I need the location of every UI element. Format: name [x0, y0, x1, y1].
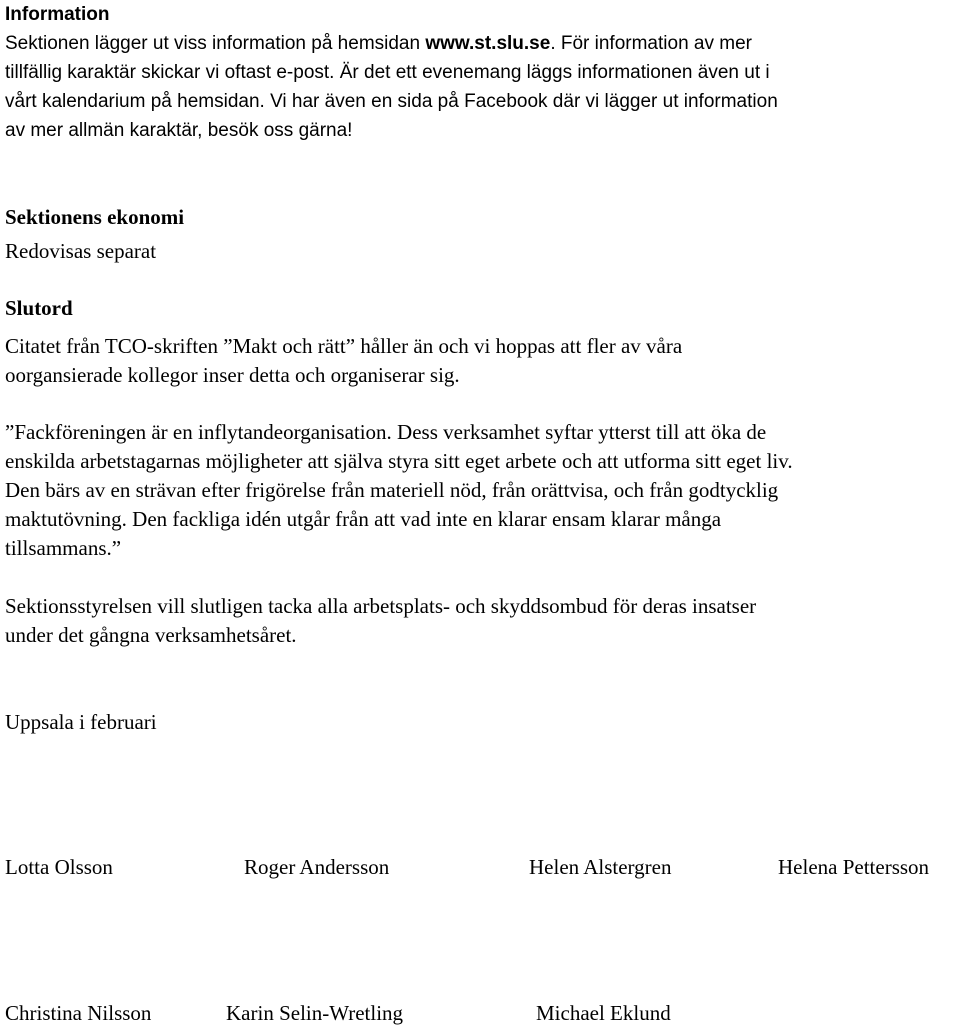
ekonomi-heading: Sektionens ekonomi: [5, 205, 185, 229]
information-paragraph: [5, 29, 955, 145]
slutord-quote-line-3: Den bärs av en strävan efter frigörelse från materiell nöd, från orättvisa, och från godtycklig: [5, 478, 779, 502]
slutord-p3-line-1: Sektionsstyrelsen vill slutligen tacka alla arbetsplats- och skyddsombud för deras insatser: [5, 594, 757, 618]
slutord-paragraph-3: [5, 592, 955, 650]
information-line-1: [5, 29, 955, 58]
place-date: Uppsala i februari: [5, 710, 157, 734]
information-line-3: vårt kalendarium på hemsidan. Vi har även en sida på Facebook där vi lägger ut information: [5, 91, 778, 112]
signature-name: Helen Alstergren: [529, 855, 672, 879]
signature-name: Michael Eklund: [536, 1001, 671, 1025]
information-section: [5, 0, 955, 145]
slutord-p3-line-2: under det gångna verksamhetsåret.: [5, 623, 297, 647]
information-line-1-pre: Sektionen lägger ut viss information på hemsidan: [5, 33, 426, 54]
slutord-heading: Slutord: [5, 296, 73, 320]
signature-name: Roger Andersson: [244, 855, 390, 879]
information-line-1-post: . För information av mer: [550, 33, 752, 54]
slutord-paragraph-1: [5, 332, 955, 390]
information-line-2: tillfällig karaktär skickar vi oftast e-post. Är det ett evenemang läggs informationen även ut i: [5, 62, 770, 83]
website-link[interactable]: www.st.slu.se: [425, 33, 551, 54]
slutord-quote-line-4: maktutövning. Den fackliga idén utgår från att vad inte en klarar ensam klarar många: [5, 507, 722, 531]
slutord-quote-line-5: tillsammans.”: [5, 536, 122, 560]
signature-name: Helena Pettersson: [778, 855, 930, 879]
information-heading: Information: [5, 4, 110, 25]
information-line-4: av mer allmän karaktär, besök oss gärna!: [5, 120, 353, 141]
slutord-quote-line-1: ”Fackföreningen är en inflytandeorganisation. Dess verksamhet syftar ytterst till att öka de: [5, 420, 767, 444]
ekonomi-section: [5, 203, 955, 266]
slutord-p1-line-2: oorgansierade kollegor inser detta och organiserar sig.: [5, 363, 460, 387]
signature-name: Karin Selin-Wretling: [226, 1001, 404, 1025]
signature-name: Lotta Olsson: [5, 855, 113, 879]
slutord-p1-line-1: Citatet från TCO-skriften ”Makt och rätt” håller än och vi hoppas att fler av våra: [5, 334, 683, 358]
signature-name: Christina Nilsson: [5, 1001, 152, 1025]
slutord-quote-line-2: enskilda arbetstagarnas möjligheter att själva styra sitt eget arbete och att utforma sitt eget liv.: [5, 449, 793, 473]
slutord-quote: [5, 418, 955, 563]
slutord-section: [5, 294, 955, 323]
ekonomi-text: Redovisas separat: [5, 239, 157, 263]
